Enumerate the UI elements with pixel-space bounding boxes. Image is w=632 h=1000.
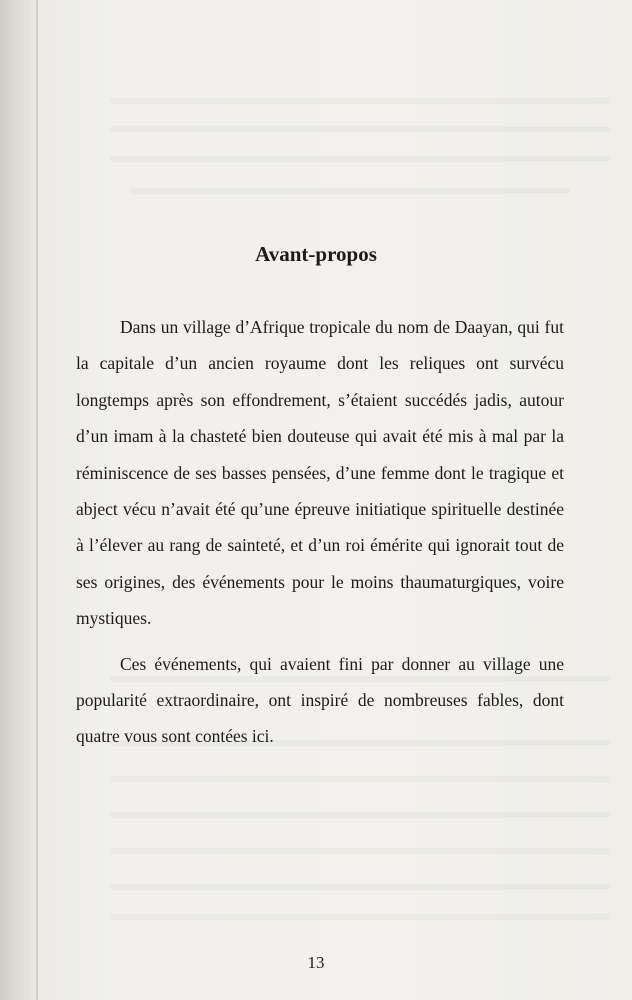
page-title: Avant-propos (255, 242, 377, 266)
show-through-line (110, 126, 610, 132)
book-spine-shadow (0, 0, 40, 1000)
show-through-line (110, 98, 610, 104)
show-through-line (110, 914, 610, 920)
show-through-line (110, 884, 610, 890)
show-through-line (110, 812, 610, 818)
show-through-line (110, 776, 610, 782)
show-through-line (110, 156, 610, 162)
show-through-line (110, 848, 610, 854)
spine-edge-line (36, 0, 38, 1000)
show-through-line (130, 188, 570, 194)
paragraph: Ces événements, qui avaient fini par donner au village une popularité extraordinaire, ont inspiré de nombreuses fables, dont quatre vous sont contées ici. (76, 653, 564, 747)
paragraph: Dans un village d’Afrique tropicale du nom de Daayan, qui fut la capitale d’un ancien royaume dont les reliques ont survécu longtemps après son effondrement, s’étaient succédés jadis, autour d’un imam à la chasteté bien douteuse qui avait été mis à mal par la réminiscence de ses basses pensées, d’une femme dont le tragique et abject vécu n’avait été qu’une épreuve initiatique spirituelle destinée à l’élever au rang de sainteté, et d’un roi émérite qui ignorait tout de ses origines, des événements pour le moins thaumaturgiques, voire mystiques. (76, 317, 564, 629)
page-number: 13 (307, 953, 325, 972)
foreword-text (76, 309, 564, 755)
